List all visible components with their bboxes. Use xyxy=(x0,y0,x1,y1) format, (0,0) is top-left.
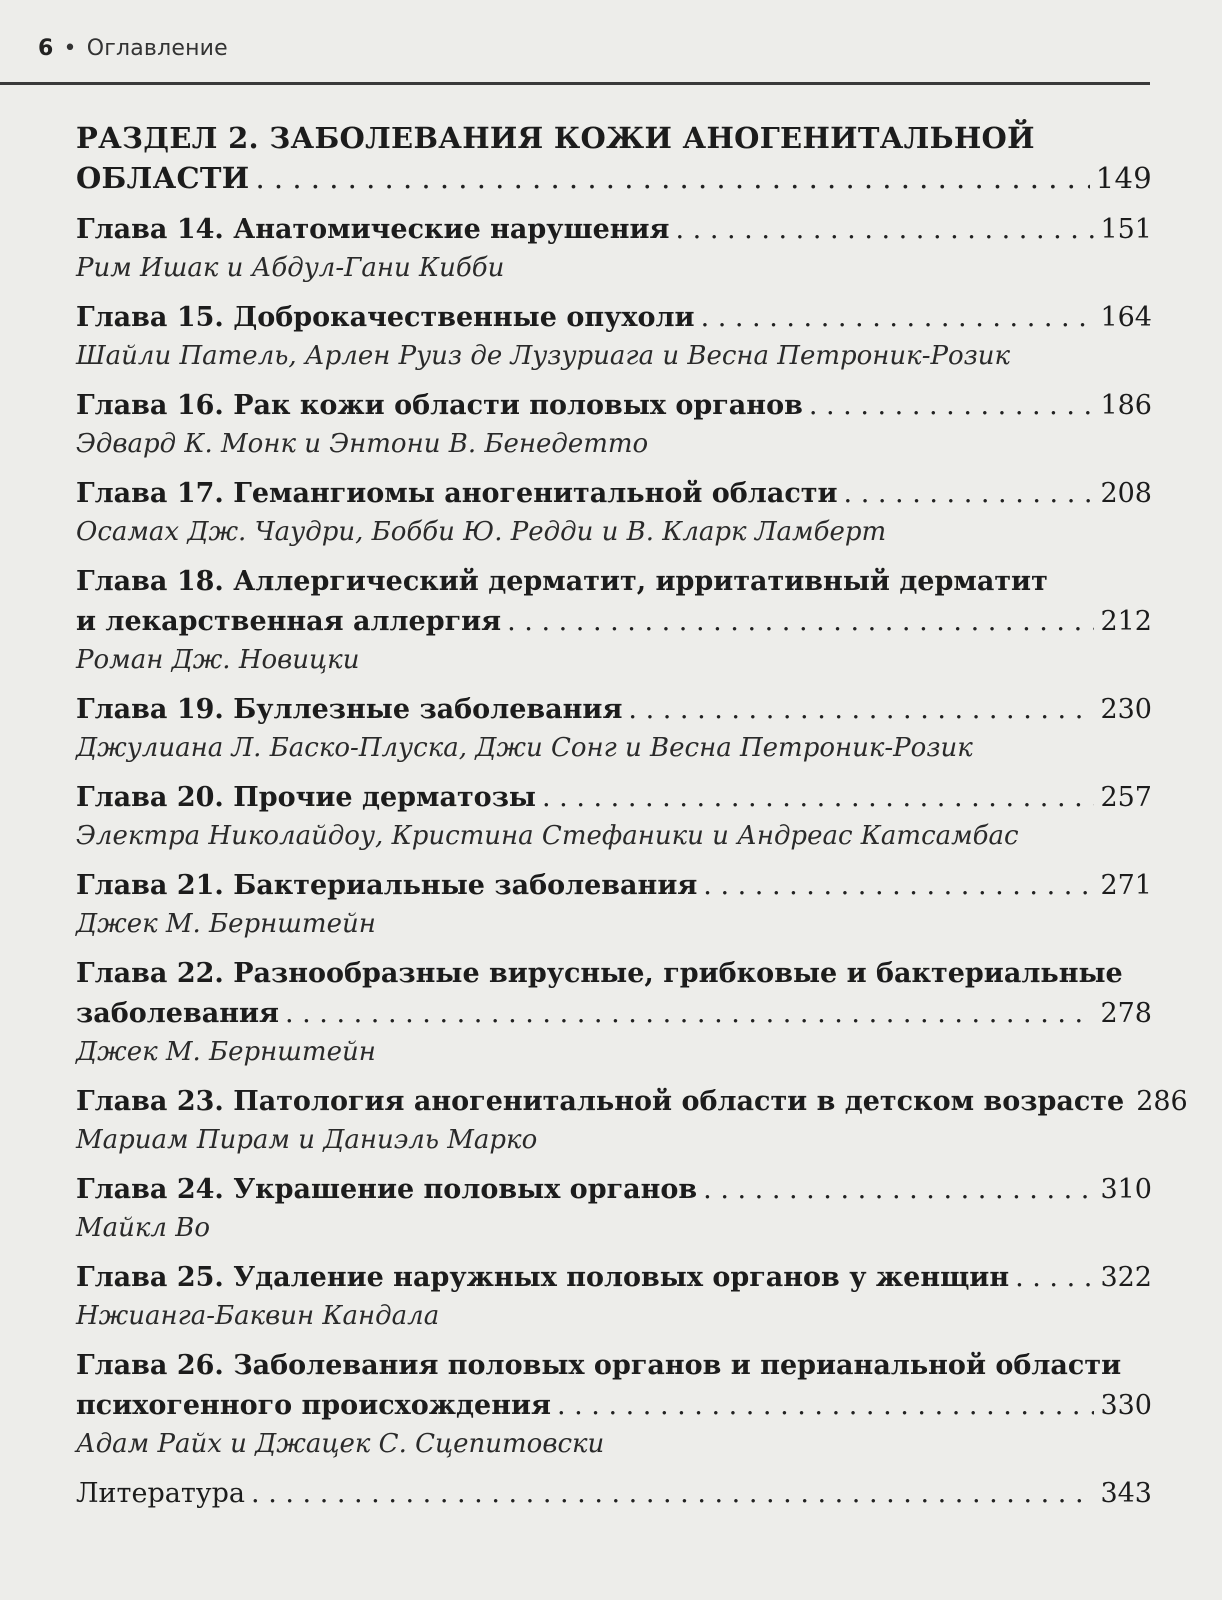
chapter-title: Глава 16. Рак кожи области половых органов xyxy=(76,390,803,421)
chapter-title: Глава 24. Украшение половых органов xyxy=(76,1174,698,1205)
chapter-entry[interactable] xyxy=(76,298,1152,374)
dot-leader xyxy=(542,778,1094,818)
dot-leader xyxy=(701,298,1095,338)
bullet-separator: • xyxy=(63,36,77,61)
chapter-title-line xyxy=(76,866,1152,906)
chapter-page: 322 xyxy=(1100,1262,1152,1293)
chapter-entry[interactable] xyxy=(76,386,1152,462)
chapter-authors: Электра Николайдоу, Кристина Стефаники и Андреас Катсамбас xyxy=(76,821,1019,851)
chapter-title-line xyxy=(76,474,1152,514)
chapter-page: 310 xyxy=(1100,1174,1152,1205)
dot-leader xyxy=(557,1386,1095,1426)
section-title-line2 xyxy=(76,158,1152,198)
dot-leader xyxy=(628,690,1094,730)
chapter-title-line xyxy=(76,210,1152,250)
chapter-title: Глава 19. Буллезные заболевания xyxy=(76,694,623,725)
chapter-authors: Осамах Дж. Чаудри, Бобби Ю. Редди и В. Кларк Ламберт xyxy=(76,517,887,547)
chapter-title-line xyxy=(76,1082,1188,1122)
chapter-entry[interactable] xyxy=(76,562,1152,678)
section-title-end: ОБЛАСТИ xyxy=(76,161,250,195)
page-number: 6 xyxy=(38,36,54,61)
chapter-title: заболевания xyxy=(76,998,279,1029)
chapter-title-line xyxy=(76,994,1152,1034)
chapter-authors: Джулиана Л. Баско-Плуска, Джи Сонг и Весна Петроник-Розик xyxy=(76,733,973,763)
chapter-title-line xyxy=(76,690,1152,730)
chapter-authors: Шайли Патель, Арлен Руиз де Лузуриага и Весна Петроник-Розик xyxy=(76,341,1011,371)
chapter-title: Глава 23. Патология аногенитальной области в детском возрасте xyxy=(76,1086,1125,1117)
chapter-entry[interactable] xyxy=(76,474,1152,550)
chapter-entry[interactable] xyxy=(76,1346,1152,1462)
chapter-title: Глава 17. Гемангиомы аногенитальной области xyxy=(76,478,838,509)
literature-entry[interactable] xyxy=(76,1474,1152,1514)
running-head xyxy=(38,36,228,61)
chapter-entry[interactable] xyxy=(76,690,1152,766)
table-of-contents xyxy=(76,118,1188,1526)
chapter-title-line xyxy=(76,1258,1152,1298)
chapter-entry[interactable] xyxy=(76,866,1152,942)
chapter-page: 212 xyxy=(1100,606,1152,637)
chapter-page: 164 xyxy=(1100,302,1152,333)
section-entry[interactable] xyxy=(76,118,1152,198)
chapter-title: психогенного происхождения xyxy=(76,1390,551,1421)
literature-page: 343 xyxy=(1100,1478,1152,1509)
chapter-page: 257 xyxy=(1100,782,1152,813)
dot-leader xyxy=(285,994,1095,1034)
dot-leader xyxy=(255,158,1089,198)
dot-leader xyxy=(676,210,1095,250)
chapter-title: Глава 15. Доброкачественные опухоли xyxy=(76,302,695,333)
chapter-entry[interactable] xyxy=(76,1258,1152,1334)
chapter-title-line1: Глава 18. Аллергический дерматит, ирритативный дерматит xyxy=(76,566,1048,597)
dot-leader xyxy=(1015,1258,1094,1298)
chapter-authors: Майкл Во xyxy=(76,1213,210,1243)
chapter-entry[interactable] xyxy=(76,210,1152,286)
chapter-authors: Джек М. Бернштейн xyxy=(76,1037,376,1067)
dot-leader xyxy=(703,1170,1094,1210)
running-head-title: Оглавление xyxy=(86,36,228,61)
chapter-page: 278 xyxy=(1100,998,1152,1029)
section-title-line1: РАЗДЕЛ 2. ЗАБОЛЕВАНИЯ КОЖИ АНОГЕНИТАЛЬНОЙ xyxy=(76,121,1035,155)
chapter-authors: Рим Ишак и Абдул-Гани Кибби xyxy=(76,253,505,283)
chapter-entry[interactable] xyxy=(76,778,1152,854)
chapter-title-line1: Глава 22. Разнообразные вирусные, грибковые и бактериальные xyxy=(76,958,1123,989)
chapter-entry[interactable] xyxy=(76,954,1152,1070)
chapter-title-line xyxy=(76,778,1152,818)
chapter-title-line xyxy=(76,298,1152,338)
header-rule xyxy=(0,82,1150,85)
chapter-title: Глава 20. Прочие дерматозы xyxy=(76,782,536,813)
chapter-title: и лекарственная аллергия xyxy=(76,606,502,637)
chapter-page: 271 xyxy=(1100,870,1152,901)
dot-leader xyxy=(251,1474,1094,1514)
dot-leader xyxy=(507,602,1094,642)
chapter-authors: Нжианга-Баквин Кандала xyxy=(76,1301,440,1331)
chapter-page: 186 xyxy=(1100,390,1152,421)
chapter-page: 230 xyxy=(1100,694,1152,725)
chapter-title-line xyxy=(76,1170,1152,1210)
chapter-page: 208 xyxy=(1100,478,1152,509)
chapter-title-line xyxy=(76,602,1152,642)
chapter-authors: Мариам Пирам и Даниэль Марко xyxy=(76,1125,538,1155)
chapter-entry[interactable] xyxy=(76,1170,1152,1246)
chapter-authors: Эдвард К. Монк и Энтони В. Бенедетто xyxy=(76,429,649,459)
literature-line xyxy=(76,1474,1152,1514)
chapter-page: 286 xyxy=(1136,1086,1188,1117)
chapter-authors: Роман Дж. Новицки xyxy=(76,645,360,675)
chapter-list xyxy=(76,210,1188,1462)
chapter-title-line xyxy=(76,386,1152,426)
section-page: 149 xyxy=(1095,161,1152,195)
chapter-title-line xyxy=(76,1386,1152,1426)
chapter-page: 330 xyxy=(1100,1390,1152,1421)
chapter-authors: Адам Райх и Джацек С. Сцепитовски xyxy=(76,1429,605,1459)
chapter-title-line1: Глава 26. Заболевания половых органов и перианальной области xyxy=(76,1350,1122,1381)
chapter-entry[interactable] xyxy=(76,1082,1188,1158)
dot-leader xyxy=(703,866,1094,906)
dot-leader xyxy=(844,474,1095,514)
literature-label: Литература xyxy=(76,1478,246,1509)
chapter-page: 151 xyxy=(1100,214,1152,245)
chapter-title: Глава 14. Анатомические нарушения xyxy=(76,214,670,245)
chapter-authors: Джек М. Бернштейн xyxy=(76,909,376,939)
dot-leader xyxy=(809,386,1095,426)
chapter-title: Глава 21. Бактериальные заболевания xyxy=(76,870,698,901)
chapter-title: Глава 25. Удаление наружных половых органов у женщин xyxy=(76,1262,1010,1293)
